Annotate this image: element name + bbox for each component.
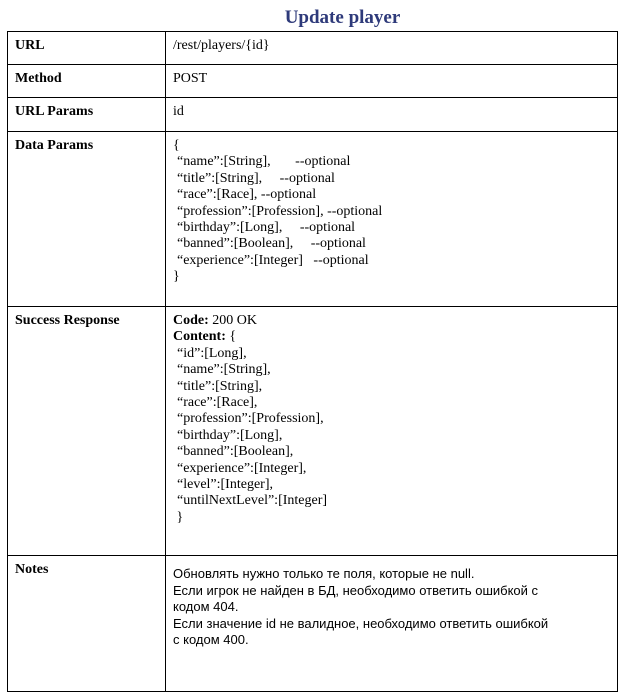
table-row-data-params xyxy=(8,132,618,307)
data-params-line: “name”:[String], --optional xyxy=(177,154,351,170)
response-field-line: “untilNextLevel”:[Integer] xyxy=(177,493,328,509)
data-params-close-brace: } xyxy=(173,269,180,285)
response-code-label: Code: xyxy=(173,313,209,328)
notes-line: Если игрок не найден в БД, необходимо ответить ошибкой с xyxy=(173,582,539,598)
method-label: Method xyxy=(8,65,166,98)
notes-line: Если значение id не валидное, необходимо ответить ошибкой xyxy=(173,615,549,631)
notes-text xyxy=(173,562,617,649)
method-value: POST xyxy=(166,65,618,98)
response-field-line: “level”:[Integer], xyxy=(177,477,273,493)
data-params-line: “banned”:[Boolean], --optional xyxy=(177,236,366,252)
table-row-url xyxy=(8,32,618,65)
notes-line: Обновлять нужно только те поля, которые не null. xyxy=(173,566,475,581)
response-field-line: “profession”:[Profession], xyxy=(177,411,324,427)
table-row-url-params xyxy=(8,98,618,132)
data-params-label: Data Params xyxy=(8,132,166,307)
url-label: URL xyxy=(8,32,166,65)
url-params-label: URL Params xyxy=(8,98,166,132)
response-field-line: “race”:[Race], xyxy=(177,395,258,411)
url-params-value: id xyxy=(166,98,618,132)
response-close-brace: } xyxy=(173,509,184,525)
url-value: /rest/players/{id} xyxy=(166,32,618,65)
page-title xyxy=(0,6,625,30)
response-field-line: “id”:[Long], xyxy=(177,345,247,361)
success-response-label: Success Response xyxy=(8,307,166,556)
notes-value xyxy=(166,556,618,692)
data-params-line: “race”:[Race], --optional xyxy=(177,187,317,203)
notes-line: с кодом 400. xyxy=(173,632,249,647)
response-field-line: “experience”:[Integer], xyxy=(177,460,307,476)
success-response-value xyxy=(166,307,618,556)
response-content-label: Content: xyxy=(173,329,226,345)
response-content-open-brace: { xyxy=(225,329,237,345)
response-field-line: “name”:[String], xyxy=(177,362,271,378)
data-params-open-brace: { xyxy=(173,138,180,153)
data-params-value xyxy=(166,132,618,307)
table-row-notes xyxy=(8,556,618,692)
notes-line: кодом 404. xyxy=(173,599,239,614)
data-params-line: “title”:[String], --optional xyxy=(177,170,335,186)
data-params-line: “experience”:[Integer] --optional xyxy=(177,252,369,268)
response-code-line xyxy=(173,313,617,329)
response-code-value: 200 OK xyxy=(208,313,258,328)
data-params-line: “birthday”:[Long], --optional xyxy=(177,220,356,236)
table-row-method xyxy=(8,65,618,98)
page-title-text: Update player xyxy=(284,7,401,28)
response-content-line xyxy=(173,329,617,345)
response-field-line: “title”:[String], xyxy=(177,378,263,394)
table-row-success-response xyxy=(8,307,618,556)
response-field-line: “birthday”:[Long], xyxy=(177,427,283,443)
data-params-line: “profession”:[Profession], --optional xyxy=(177,203,383,219)
notes-label: Notes xyxy=(8,556,166,692)
api-spec-table xyxy=(7,31,618,692)
response-field-line: “banned”:[Boolean], xyxy=(177,444,294,460)
